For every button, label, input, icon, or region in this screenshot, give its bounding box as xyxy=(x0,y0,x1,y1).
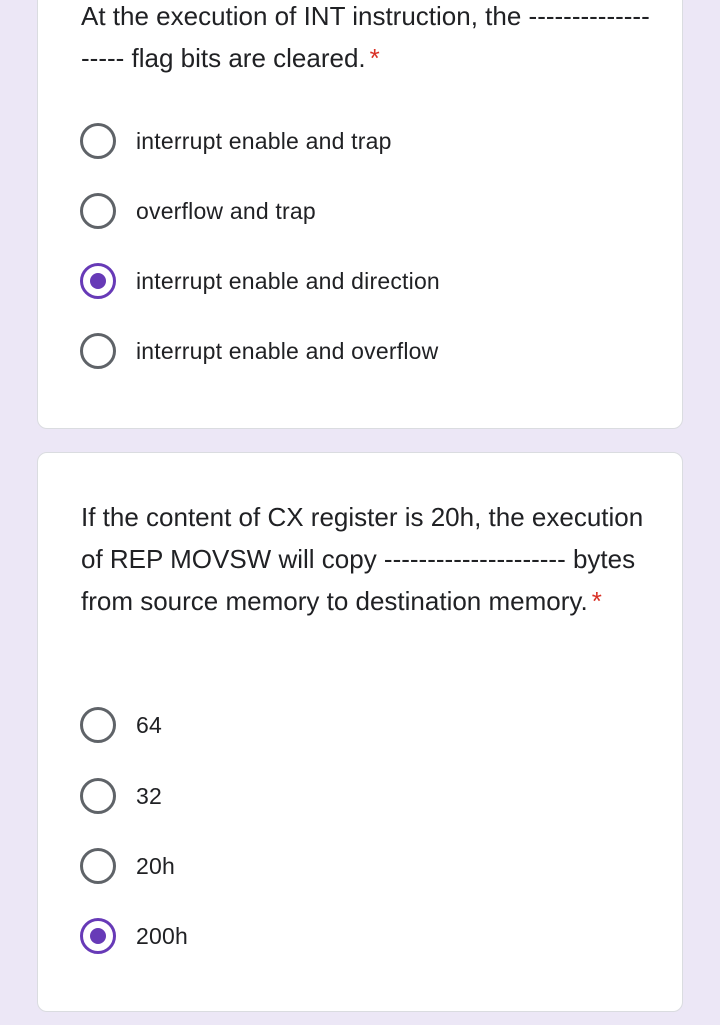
radio-button[interactable] xyxy=(80,123,116,159)
option-label: 20h xyxy=(136,852,175,879)
option-label: 32 xyxy=(136,782,162,809)
question-text: If the content of CX register is 20h, the execution of REP MOVSW will copy --------------------- bytes from source memory to destination memory. xyxy=(81,502,644,616)
radio-button-selected[interactable] xyxy=(80,263,116,299)
radio-button[interactable] xyxy=(80,707,116,743)
radio-option[interactable] xyxy=(80,705,162,745)
radio-option[interactable] xyxy=(80,121,392,161)
option-label: interrupt enable and overflow xyxy=(136,337,439,364)
radio-button-selected[interactable] xyxy=(80,918,116,954)
option-label: overflow and trap xyxy=(136,197,316,224)
question-card-2 xyxy=(37,452,683,1012)
option-label: interrupt enable and direction xyxy=(136,267,440,294)
radio-dot-icon xyxy=(90,273,106,289)
option-label: 64 xyxy=(136,711,162,738)
radio-button[interactable] xyxy=(80,333,116,369)
required-asterisk: * xyxy=(369,43,380,73)
question-card-1 xyxy=(37,0,683,429)
required-asterisk: * xyxy=(591,586,602,616)
radio-option[interactable] xyxy=(80,846,175,886)
question-title xyxy=(81,0,651,79)
radio-button[interactable] xyxy=(80,193,116,229)
radio-button[interactable] xyxy=(80,848,116,884)
question-text: At the execution of INT instruction, the ------------------- flag bits are cleared. xyxy=(81,1,650,73)
question-title xyxy=(81,496,651,622)
radio-option[interactable] xyxy=(80,261,440,301)
option-label: interrupt enable and trap xyxy=(136,127,392,154)
radio-option[interactable] xyxy=(80,776,162,816)
radio-button[interactable] xyxy=(80,778,116,814)
radio-dot-icon xyxy=(90,928,106,944)
option-label: 200h xyxy=(136,922,188,949)
radio-option[interactable] xyxy=(80,191,316,231)
radio-option[interactable] xyxy=(80,331,438,371)
radio-option[interactable] xyxy=(80,916,188,956)
